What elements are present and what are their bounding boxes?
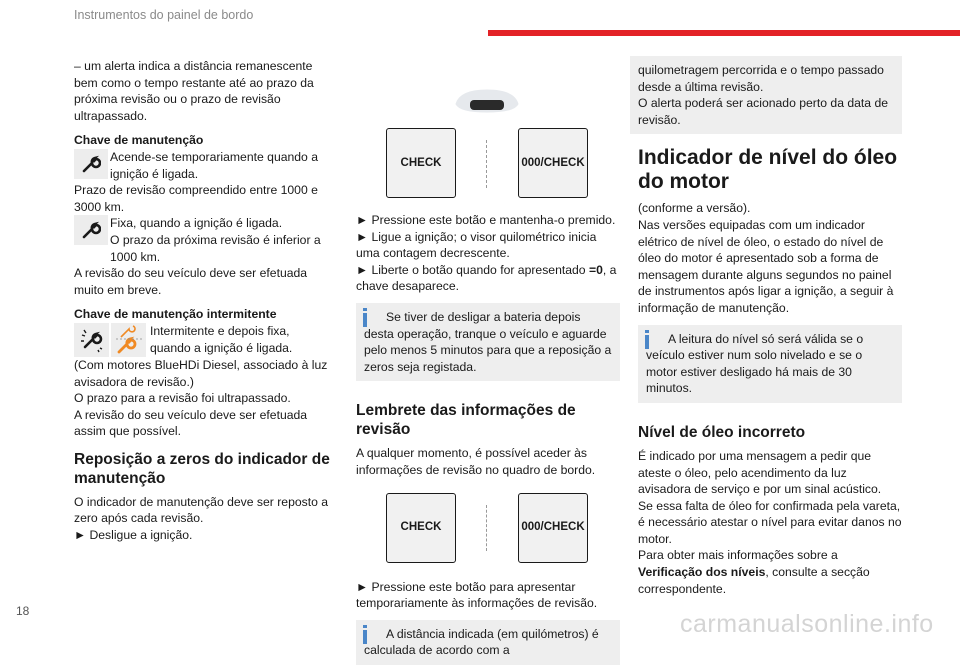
step: ► Ligue a ignição; o visor quilométrico inicia uma contagem decrescente. xyxy=(356,229,597,261)
info-box xyxy=(638,325,902,403)
paragraph: (conforme a versão). xyxy=(638,201,751,216)
icon-row xyxy=(74,323,330,357)
paragraph: (Com motores BlueHDi Diesel, associado à luz avisadora de revisão.) xyxy=(74,357,328,389)
step: ► Pressione este botão e mantenha-o premido. xyxy=(356,213,616,227)
paragraph: Nas versões equipadas com um indicador elétrico de nível de óleo, o estado do nível de óleo do motor é apresentado sob a forma de mensagem durante alguns segundos no painel de instrumentos após ligar a ignição, a seguir à informação de manutenção. xyxy=(638,217,894,315)
step: ► Desligue a ignição. xyxy=(74,528,193,543)
heading-reset-indicator: Reposição a zeros do indicador de manutenção xyxy=(74,450,330,487)
paragraph: O alerta poderá ser acionado perto da data de revisão. xyxy=(638,96,889,127)
divider xyxy=(486,140,487,188)
info-text: A leitura do nível só será válida se o veículo estiver num solo nivelado e se o motor estiver desligado há mais de 30 minutos. xyxy=(646,331,864,396)
step-text: ► Liberte o botão quando for apresentado xyxy=(356,262,589,277)
orange-wrench-icon xyxy=(111,323,146,357)
info-box xyxy=(356,620,620,665)
flashing-wrench-icon xyxy=(74,323,109,357)
watermark-url: carmanualsonline.info xyxy=(680,610,934,638)
info-icon xyxy=(363,625,367,628)
column-1 xyxy=(74,58,330,544)
check-button: CHECK xyxy=(386,493,456,563)
heading-incorrect-oil: Nível de óleo incorreto xyxy=(638,423,806,441)
divider xyxy=(486,505,487,551)
paragraph: O indicador de manutenção deve ser reposto a zero após cada revisão. xyxy=(74,494,329,526)
illustration-dashboard-buttons xyxy=(356,479,620,573)
header-accent-bar xyxy=(488,30,960,36)
trip-check-button: 000/CHECK xyxy=(518,493,588,563)
wrench-icon xyxy=(74,215,108,245)
heading-oil-level: Indicador de nível do óleo do motor xyxy=(638,146,898,194)
info-icon xyxy=(363,308,367,311)
running-header: Instrumentos do painel de bordo xyxy=(74,8,254,22)
info-icon-stem xyxy=(363,630,367,644)
paragraph xyxy=(638,547,902,597)
info-icon-stem xyxy=(363,313,367,327)
text-line: O prazo da próxima revisão é inferior a 1000 km. xyxy=(110,232,321,264)
text: , consulte a secção correspondente. xyxy=(638,565,870,596)
step: ► Pressione este botão para apresentar temporariamente às informações de revisão. xyxy=(356,579,598,611)
cross-reference: Verificação dos níveis xyxy=(638,565,766,580)
info-icon-stem xyxy=(645,335,649,349)
column-2 xyxy=(356,58,620,665)
flash-description: Intermitente e depois fixa, quando a ignição é ligada. xyxy=(150,323,293,355)
heading-maintenance-key: Chave de manutenção xyxy=(74,133,204,148)
paragraph: A revisão do seu veículo deve ser efetuada assim que possível. xyxy=(74,407,308,439)
step-value: =0 xyxy=(588,262,603,277)
paragraph: A qualquer momento, é possível aceder às informações de revisão no quadro de bordo. xyxy=(356,446,596,477)
column-3 xyxy=(638,56,902,597)
stalk-icon xyxy=(452,86,522,116)
text-line: Fixa, quando a ignição é ligada. xyxy=(110,216,283,231)
info-text: Se tiver de desligar a bateria depois desta operação, tranque o veículo e aguarde pelo menos 5 minutos para que a reposição a zeros seja registada. xyxy=(364,309,612,374)
step-text: , a chave desaparece. xyxy=(356,262,617,294)
paragraph: É indicado por uma mensagem a pedir que ateste o óleo, pelo acendimento da luz avisadora de serviço e por um sinal acústico. xyxy=(638,448,882,497)
icon-row xyxy=(74,215,330,265)
key-description xyxy=(110,215,330,265)
paragraph: O prazo para a revisão foi ultrapassado. xyxy=(74,391,291,406)
heading-service-reminder: Lembrete das informações de revisão xyxy=(356,402,576,439)
wrench-icon xyxy=(74,149,108,179)
paragraph: A revisão do seu veículo deve ser efetuada muito em breve. xyxy=(74,266,308,297)
paragraph: – um alerta indica a distância remanescente bem como o tempo restante até ao prazo da próxima revisão ou o prazo de revisão ultrapassado. xyxy=(74,59,314,123)
trip-check-button: 000/CHECK xyxy=(518,128,588,198)
info-icon xyxy=(645,330,649,333)
paragraph: Prazo de revisão compreendido entre 1000 e 3000 km. xyxy=(74,183,318,214)
icon-row xyxy=(74,149,330,182)
step xyxy=(356,262,620,295)
info-box xyxy=(356,303,620,381)
info-box-continued xyxy=(630,56,902,134)
flashing-wrench-icons xyxy=(74,323,148,357)
check-button: CHECK xyxy=(386,128,456,198)
text: Para obter mais informações sobre a xyxy=(638,548,838,563)
heading-flashing-key: Chave de manutenção intermitente xyxy=(74,307,277,322)
key-description: Acende-se temporariamente quando a ignição é ligada. xyxy=(110,149,318,181)
illustration-dashboard-buttons xyxy=(356,58,620,206)
page-number: 18 xyxy=(16,604,30,618)
info-text: A distância indicada (em quilómetros) é calculada de acordo com a xyxy=(364,626,599,658)
paragraph: Se essa falta de óleo for confirmada pela vareta, é necessário atestar o nível para evitar danos no motor. xyxy=(638,498,902,546)
paragraph: quilometragem percorrida e o tempo passado desde a última revisão. xyxy=(638,63,884,94)
